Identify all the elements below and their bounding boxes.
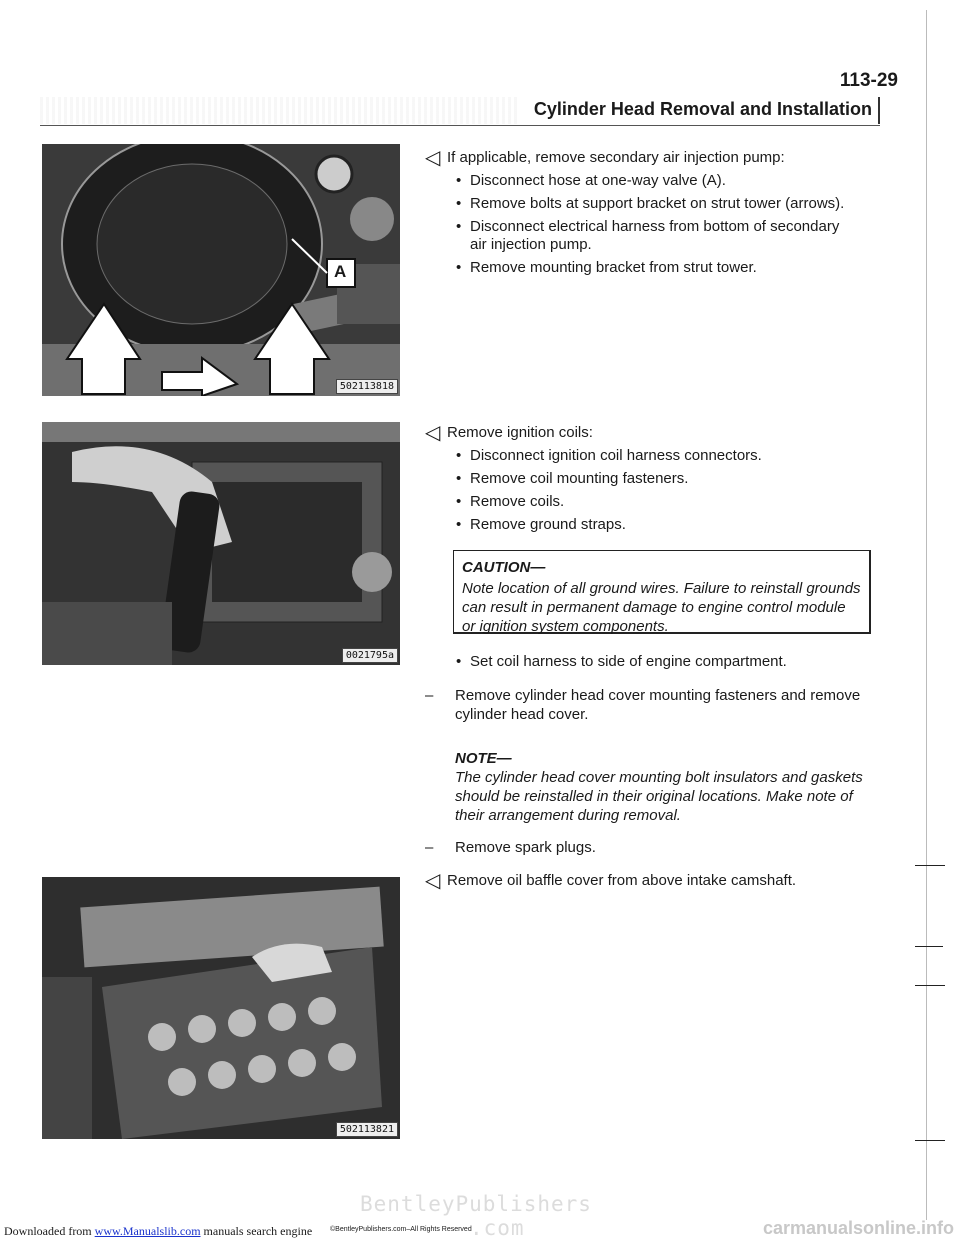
photo-oil-baffle <box>42 877 400 1139</box>
list-item: • Remove ground straps. <box>454 516 885 534</box>
list-item: • Remove coil mounting fasteners. <box>454 470 885 488</box>
list-item: • Remove coils. <box>454 493 885 511</box>
list-item: • Disconnect ignition coil harness connectors. <box>454 447 885 465</box>
dash-marker: – <box>425 839 434 856</box>
callout-a-label: A <box>334 262 347 281</box>
watermark-suffix: .com <box>470 1216 525 1240</box>
manualslib-link[interactable]: www.Manualslib.com <box>94 1224 201 1238</box>
bullet-list <box>454 172 885 277</box>
header-shading <box>40 97 520 124</box>
figure-code: 502113821 <box>336 1122 398 1137</box>
copyright-notice: ©BentleyPublishers.com–All Rights Reserved <box>330 1226 472 1233</box>
page-title: Cylinder Head Removal and Installation <box>533 99 872 119</box>
step-intro-text: If applicable, remove secondary air injection pump: <box>447 149 785 166</box>
bullet-list <box>454 653 874 676</box>
header-divider <box>878 97 880 124</box>
caution-box <box>453 550 871 634</box>
ignition-coil-illustration <box>42 422 400 665</box>
bullet-list <box>454 447 885 534</box>
step-remove-baffle <box>425 871 885 891</box>
section-air-injection <box>425 148 885 282</box>
list-item: • Remove mounting bracket from strut tower. <box>454 259 885 277</box>
note-text: The cylinder head cover mounting bolt insulators and gaskets should be reinstalled in their original locations. Make note of their arrangement during removal. <box>455 769 863 824</box>
page-number: 113-29 <box>839 70 898 91</box>
margin-tick <box>915 985 945 986</box>
figure-code: 502113818 <box>336 379 398 394</box>
note-block <box>455 749 865 825</box>
note-title: NOTE— <box>455 750 512 767</box>
download-suffix: manuals search engine <box>200 1224 313 1238</box>
step-text: Remove oil baffle cover from above intake camshaft. <box>447 872 797 889</box>
list-item: • Set coil harness to side of engine compartment. <box>454 653 874 671</box>
margin-rule <box>926 10 927 1220</box>
step-text: Remove spark plugs. <box>455 839 596 856</box>
list-item: • Disconnect electrical harness from bottom of secondary air injection pump. <box>454 218 860 254</box>
photo-air-injection-pump <box>42 144 400 396</box>
step-intro <box>425 148 885 168</box>
caution-text: Note location of all ground wires. Failure to reinstall grounds can result in permanent damage to engine control module or ignition system components. <box>462 580 861 635</box>
download-prefix: Downloaded from <box>4 1224 95 1238</box>
oil-baffle-illustration <box>42 877 400 1139</box>
step-text: Remove cylinder head cover mounting fasteners and remove cylinder head cover. <box>455 687 861 723</box>
step-remove-spark-plugs <box>425 838 875 857</box>
photo-ignition-coils <box>42 422 400 665</box>
download-notice <box>4 1224 312 1239</box>
list-item: • Remove bolts at support bracket on strut tower (arrows). <box>454 195 885 213</box>
step-intro-text: Remove ignition coils: <box>447 424 593 441</box>
margin-tick <box>915 865 945 866</box>
step-remove-cover <box>425 686 875 724</box>
dash-marker: – <box>425 687 434 704</box>
header-bar <box>40 97 880 126</box>
figure-code: 0021795a <box>342 648 398 663</box>
pointer-left-icon: ◁ <box>425 870 441 892</box>
step-intro <box>425 423 885 443</box>
list-item: • Disconnect hose at one-way valve (A). <box>454 172 885 190</box>
pointer-left-icon: ◁ <box>425 422 441 444</box>
site-brand: carmanualsonline.info <box>762 1218 954 1238</box>
margin-tick <box>915 1140 945 1141</box>
section-ignition-coils <box>425 423 885 539</box>
margin-tick <box>915 946 943 947</box>
pointer-left-icon: ◁ <box>425 147 441 169</box>
watermark-name: BentleyPublishers <box>360 1192 592 1216</box>
caution-title: CAUTION— <box>462 559 546 576</box>
air-pump-illustration <box>42 144 400 396</box>
